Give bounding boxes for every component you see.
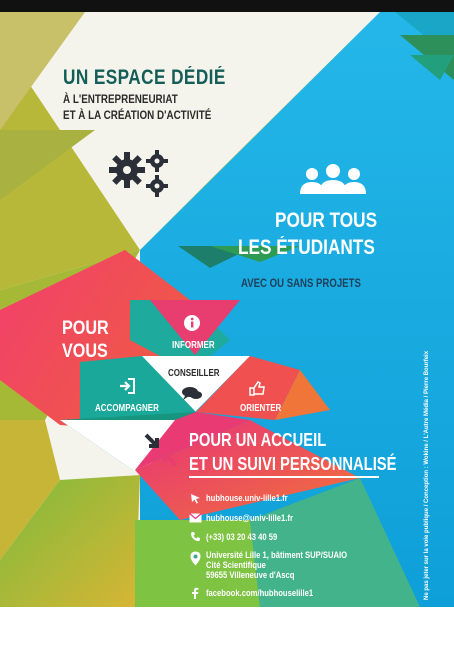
students-title-line-1: POUR TOUS bbox=[275, 209, 378, 232]
contact-address-line-1: Université Lille 1, bâtiment SUP/SUAIO bbox=[206, 550, 348, 560]
accueil-underline bbox=[189, 476, 379, 478]
subline-creation: ET À LA CRÉATION D'ACTIVITÉ bbox=[63, 108, 212, 122]
cursor-icon bbox=[190, 493, 201, 504]
pour-vous-line-1: POUR bbox=[62, 318, 109, 339]
mail-icon bbox=[189, 513, 202, 523]
service-orienter: ORIENTER bbox=[240, 403, 282, 414]
pointer-hand-icon bbox=[248, 380, 266, 396]
contact-address-line-2: Cité Scientifique bbox=[206, 560, 266, 570]
login-icon bbox=[118, 378, 136, 394]
service-informer: INFORMER bbox=[172, 340, 215, 351]
location-icon bbox=[190, 551, 201, 566]
accueil-line-2: ET UN SUIVI PERSONNALISÉ bbox=[189, 454, 397, 474]
accueil-line-1: POUR UN ACCUEIL bbox=[189, 430, 327, 450]
facebook-icon bbox=[191, 587, 199, 599]
credits-vertical-text: Ne pas jeter sur la voie publique / Conception : Wokine / L'Autre Média / Pierre Bourfeix bbox=[424, 350, 430, 600]
headline: UN ESPACE DÉDIÉ bbox=[63, 66, 226, 89]
service-accompagner: ACCOMPAGNER bbox=[95, 403, 159, 414]
contact-phone: (+33) 03 20 43 40 59 bbox=[206, 532, 278, 542]
contact-address-line-3: 59655 Villeneuve d'Ascq bbox=[206, 570, 295, 580]
students-title-line-2: LES ÉTUDIANTS bbox=[238, 236, 375, 259]
gears-icon bbox=[105, 148, 175, 198]
people-icon bbox=[298, 162, 368, 202]
contact-facebook[interactable]: facebook.com/hubhouselille1 bbox=[206, 588, 314, 598]
contact-website[interactable]: hubhouse.univ-lille1.fr bbox=[206, 493, 288, 503]
pour-vous-line-2: VOUS bbox=[62, 341, 108, 362]
phone-icon bbox=[190, 531, 201, 542]
subline-entrepreneuriat: À L'ENTREPRENEURIAT bbox=[63, 92, 178, 106]
service-conseiller: CONSEILLER bbox=[168, 368, 220, 379]
contact-email[interactable]: hubhouse@univ-lille1.fr bbox=[206, 513, 293, 523]
chat-icon bbox=[181, 386, 203, 402]
info-icon bbox=[183, 314, 201, 332]
students-subtitle: AVEC OU SANS PROJETS bbox=[241, 276, 361, 290]
arrows-in-icon bbox=[143, 432, 179, 468]
